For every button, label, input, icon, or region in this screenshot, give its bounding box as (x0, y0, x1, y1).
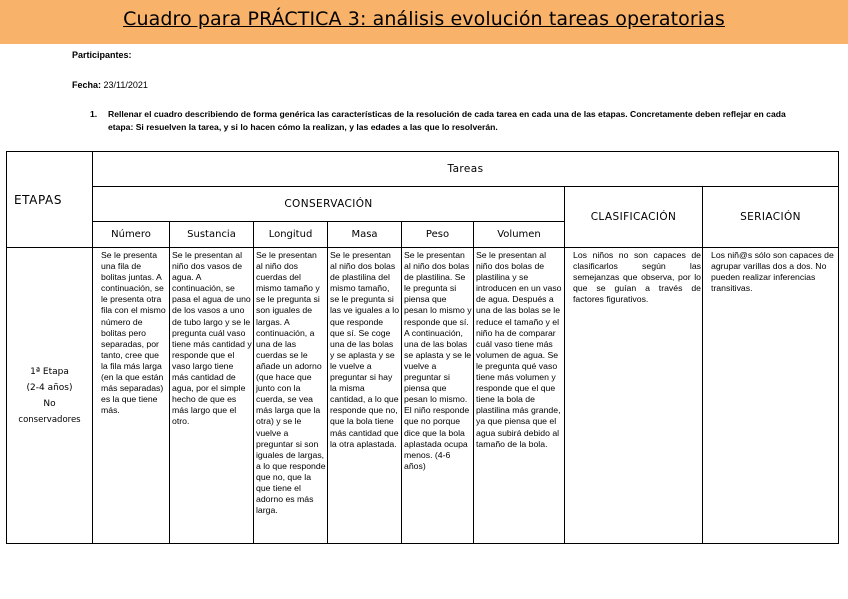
cell-peso: Se le presentan al niño dos bolas de plastilina. Se le pregunta si piensa que pesan lo mismo y responde que sí. A continuación, una de las bolas se aplasta y se le vuelve a preguntar si piensa que pesan lo mismo. El niño responde que no porque dice que la bola aplastada ocupa menos. (4-6 años) (402, 248, 474, 544)
etapa-1-title: 1ª Etapa (30, 366, 69, 377)
seriacion-header: SERIACIÓN (703, 187, 839, 248)
participants-line (72, 50, 132, 60)
subheader-sustancia: Sustancia (170, 222, 254, 248)
etapa-1-no: No (43, 398, 56, 409)
tareas-header: Tareas (93, 152, 839, 187)
cell-clasificacion: Los niños no son capaces de clasificarlos según las semejanzas que observa, por lo que se guían a través de factores figurativos. (565, 248, 703, 544)
tasks-table (6, 151, 839, 544)
subheader-volumen: Volumen (474, 222, 565, 248)
clasificacion-header: CLASIFICACIÓN (565, 187, 703, 248)
date-value: 23/11/2021 (103, 80, 148, 90)
cell-volumen: Se le presentan al niño dos bolas de plastilina y se introducen en un vaso de agua. Después a una de las bolas se le reduce el tamaño y el niño ha de comparar cuál vaso tiene más volumen de agua. Se le pregunta qué vaso tiene más volumen y responde que el que tiene la bola de plastilina más grande, ya que piensa que el agua subirá debido al tamaño de la bola. (474, 248, 565, 544)
cell-sustancia: Se le presentan al niño dos vasos de agua. A continuación, se pasa el agua de uno de los vasos a uno de tubo largo y se le pregunta cuál vaso tiene más cantidad y responde que el vaso largo tiene más cantidad de agua, por el simple hecho de que es más largo que el otro. (170, 248, 254, 544)
cell-longitud: Se le presentan al niño dos cuerdas del mismo tamaño y se le pregunta si son iguales de largas. A continuación, a una de las cuerdas se le añade un adorno (que hace que junto con la cuerda, se vea más larga que la otra) y se le vuelve a preguntar si son iguales de largas, a lo que responde que no, que la que tiene el adorno es más larga. (254, 248, 328, 544)
date-label: Fecha: (72, 80, 102, 90)
conservacion-header: CONSERVACIÓN (93, 187, 565, 222)
subheader-masa: Masa (328, 222, 402, 248)
etapa-1-desc: conservadores (18, 414, 81, 425)
subheader-peso: Peso (402, 222, 474, 248)
subheader-longitud: Longitud (254, 222, 328, 248)
cell-numero: Se le presenta una fila de bolitas juntas. A continuación, se le presenta otra fila con el mismo número de bolitas pero separadas, por tanto, cree que la fila más larga (en la que están más separadas) es la que tiene más. (93, 248, 170, 544)
subheader-numero: Número (93, 222, 170, 248)
date-line (72, 80, 148, 90)
cell-seriacion: Los niñ@s sólo son capaces de agrupar varillas dos a dos. No pueden realizar inferencias transitivas. (703, 248, 839, 544)
instruction-text: Rellenar el cuadro describiendo de forma genérica las características de la resolución de cada tarea en cada una de las etapas. Concretamente deben reflejar en cada etapa: Si resuelven la tarea, y si lo hacen cómo la realizan, y las edades a las que lo resolverán. (108, 109, 786, 132)
etapas-header: ETAPAS (7, 152, 93, 248)
table-row (7, 248, 839, 544)
page-title: Cuadro para PRÁCTICA 3: análisis evolución tareas operatorias (123, 8, 725, 30)
etapa-1-ages: (2-4 años) (26, 382, 73, 393)
etapa-1-cell (7, 248, 93, 544)
cell-masa: Se le presentan al niño dos bolas de plastilina del mismo tamaño, se le pregunta si las ve iguales a lo que responde que sí. Se coge una de las bolas y se aplasta y se le vuelve a preguntar si hay la misma cantidad, a lo que responde que no, que la bola tiene más cantidad que la otra aplastada. (328, 248, 402, 544)
instruction-number: 1. (90, 109, 98, 119)
participants-label: Participantes: (72, 50, 132, 60)
